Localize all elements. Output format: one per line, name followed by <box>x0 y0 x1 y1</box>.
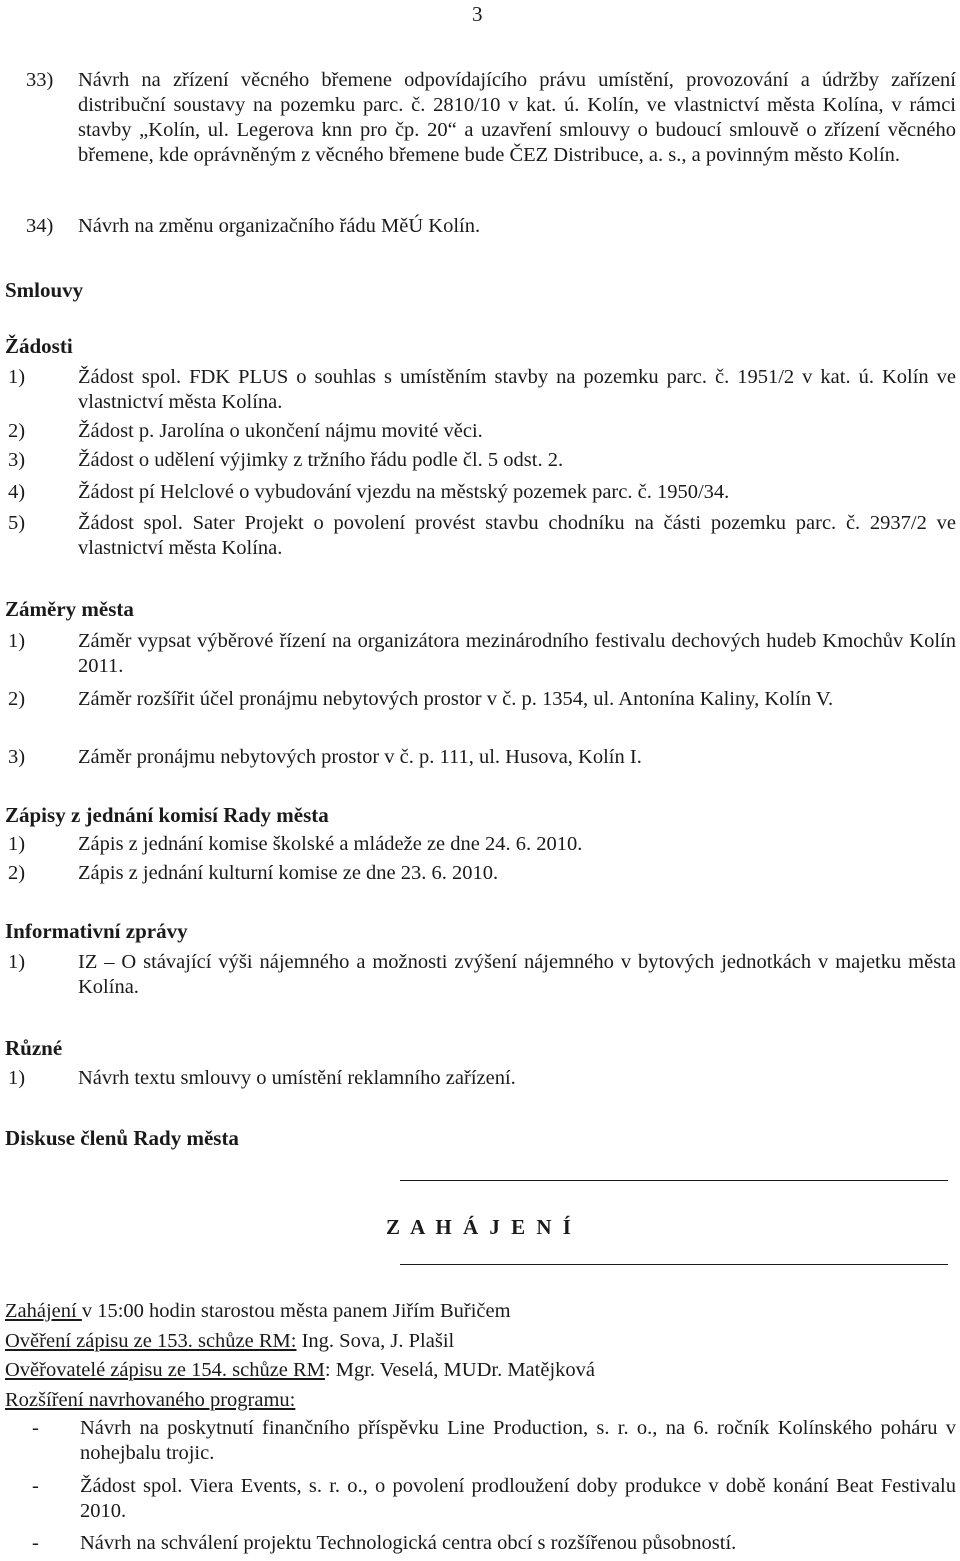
divider <box>400 1264 948 1265</box>
item-text: Návrh na zřízení věcného břemene odpovídajícího právu umístění, provozování a údržby zařízení distribuční soustavy na pozemku parc. č. 2810/10 v kat. ú. Kolín, ve vlastnictví města Kolína, v rámci stavby „Kolín, ul. Legerova knn pro čp. 20“ a uzavření smlouvy o budoucí smlouvě o zřízení věcného břemene, kde oprávněným z věcného břemene bude ČEZ Distribuce, a. s., a povinným město Kolín. <box>78 69 956 166</box>
list-item <box>32 1531 956 1556</box>
item-text: Žádost o udělení výjimky z tržního řádu podle čl. 5 odst. 2. <box>78 449 564 471</box>
list-item <box>32 1416 956 1466</box>
item-number: 2) <box>8 862 26 884</box>
section-heading-zapisy: Zápisy z jednání komisí Rady města <box>5 803 329 827</box>
opening-label: Zahájení <box>5 1300 82 1322</box>
zahajeni-title: Z A H Á J E N Í <box>386 1215 574 1239</box>
opening-line <box>5 1299 511 1324</box>
list-item <box>8 745 956 770</box>
list-item <box>32 1474 956 1524</box>
item-text: Návrh na poskytnutí finančního příspěvku Line Production, s. r. o., na 6. ročník Kolínského poháru v nohejbalu trojic. <box>80 1417 956 1464</box>
dash-bullet: - <box>32 1532 39 1554</box>
item-text: Návrh na změnu organizačního řádu MěÚ Kolín. <box>78 215 481 237</box>
verification-text: Ing. Sova, J. Plašil <box>296 1330 455 1352</box>
item-number: 3) <box>8 746 26 768</box>
section-heading-diskuse: Diskuse členů Rady města <box>5 1126 239 1150</box>
verification-label: Ověření zápisu ze 153. schůze RM: <box>5 1330 297 1352</box>
opening-text: v 15:00 hodin starostou města panem Jiřím Buřičem <box>81 1300 511 1322</box>
item-number: 2) <box>8 688 26 710</box>
verifiers-label: Ověřovatelé zápisu ze 154. schůze RM <box>5 1359 325 1381</box>
item-text: Žádost pí Helclové o vybudování vjezdu na městský pozemek parc. č. 1950/34. <box>78 481 730 503</box>
extension-label: Rozšíření navrhovaného programu: <box>5 1389 296 1411</box>
item-text: IZ – O stávající výši nájemného a možnosti zvýšení nájemného v bytových jednotkách v majetku města Kolína. <box>78 951 956 998</box>
item-number: 3) <box>8 449 26 471</box>
verifiers-text: : Mgr. Veselá, MUDr. Matějková <box>324 1359 595 1381</box>
page-number: 3 <box>472 2 483 26</box>
verifiers-line <box>5 1358 595 1383</box>
list-item <box>8 419 956 444</box>
item-number: 34) <box>26 215 54 237</box>
item-text: Záměr rozšířit účel pronájmu nebytových prostor v č. p. 1354, ul. Antonína Kaliny, Kolín V. <box>78 688 834 710</box>
list-item <box>8 861 956 886</box>
item-text: Žádost p. Jarolína o ukončení nájmu movité věci. <box>78 420 483 442</box>
list-item <box>26 214 956 239</box>
item-text: Návrh textu smlouvy o umístění reklamního zařízení. <box>78 1067 516 1089</box>
section-heading-informativni: Informativní zprávy <box>5 919 188 943</box>
verification-line <box>5 1329 454 1354</box>
list-item <box>8 950 956 1000</box>
list-item <box>8 480 956 505</box>
item-text: Záměr vypsat výběrové řízení na organizátora mezinárodního festivalu dechových hudeb Kmochův Kolín 2011. <box>78 630 956 677</box>
list-item <box>8 832 956 857</box>
list-item <box>26 68 956 168</box>
divider <box>400 1180 948 1181</box>
item-text: Žádost spol. Viera Events, s. r. o., o povolení prodloužení doby produkce v době konání Beat Festivalu 2010. <box>80 1475 956 1522</box>
item-number: 4) <box>8 481 26 503</box>
dash-bullet: - <box>32 1475 39 1497</box>
dash-bullet: - <box>32 1417 39 1439</box>
list-item <box>8 365 956 415</box>
item-number: 1) <box>8 630 26 652</box>
section-heading-zadosti: Žádosti <box>5 334 73 358</box>
item-number: 1) <box>8 951 26 973</box>
list-item <box>8 629 956 679</box>
section-heading-smlouvy: Smlouvy <box>5 278 84 302</box>
item-text: Záměr pronájmu nebytových prostor v č. p. 111, ul. Husova, Kolín I. <box>78 746 642 768</box>
item-number: 2) <box>8 420 26 442</box>
item-text: Žádost spol. FDK PLUS o souhlas s umístěním stavby na pozemku parc. č. 1951/2 v kat. ú. Kolín ve vlastnictví města Kolína. <box>78 366 956 413</box>
section-heading-ruzne: Různé <box>5 1036 63 1060</box>
item-text: Žádost spol. Sater Projekt o povolení provést stavbu chodníku na části pozemku parc. č. 2937/2 ve vlastnictví města Kolína. <box>78 512 956 559</box>
item-text: Zápis z jednání kulturní komise ze dne 23. 6. 2010. <box>78 862 499 884</box>
item-number: 33) <box>26 69 54 91</box>
list-item <box>8 687 956 712</box>
extension-line <box>5 1388 295 1413</box>
section-heading-zamery: Záměry města <box>5 597 134 621</box>
item-number: 5) <box>8 512 26 534</box>
item-number: 1) <box>8 833 26 855</box>
list-item <box>8 511 956 561</box>
item-number: 1) <box>8 1067 26 1089</box>
item-text: Zápis z jednání komise školské a mládeže ze dne 24. 6. 2010. <box>78 833 583 855</box>
list-item <box>8 1066 956 1091</box>
item-number: 1) <box>8 366 26 388</box>
item-text: Návrh na schválení projektu Technologická centra obcí s rozšířenou působností. <box>80 1532 737 1554</box>
list-item <box>8 448 956 473</box>
